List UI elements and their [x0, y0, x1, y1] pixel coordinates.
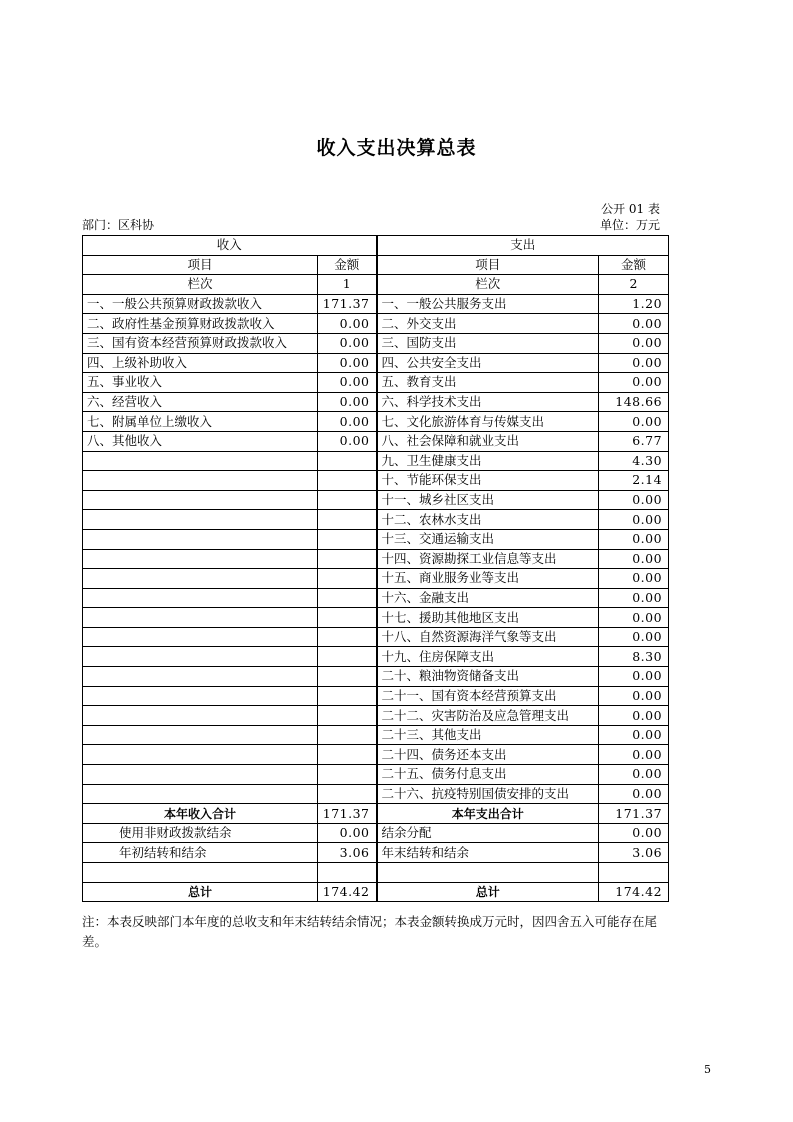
income-amount [318, 667, 377, 687]
table-row [83, 353, 669, 373]
table-row [83, 412, 669, 432]
income-item: 六、经营收入 [83, 392, 318, 412]
income-amount [318, 725, 377, 745]
table-row [83, 529, 669, 549]
expense-amount: 6.77 [599, 431, 669, 451]
expense-amount: 0.00 [599, 529, 669, 549]
expense-item: 十三、交通运输支出 [377, 529, 599, 549]
expense-item: 二十六、抗疫特别国债安排的支出 [377, 784, 599, 804]
expense-amount: 0.00 [599, 608, 669, 628]
expense-amount: 0.00 [599, 373, 669, 393]
expense-amount: 0.00 [599, 627, 669, 647]
expense-item: 十七、援助其他地区支出 [377, 608, 599, 628]
income-item [83, 490, 318, 510]
expense-item: 十一、城乡社区支出 [377, 490, 599, 510]
expense-item: 八、社会保障和就业支出 [377, 431, 599, 451]
expense-amount: 148.66 [599, 392, 669, 412]
expense-amount: 0.00 [599, 490, 669, 510]
income-amount [318, 510, 377, 530]
expense-column-no-label: 栏次 [377, 275, 599, 295]
expense-item-header: 项目 [377, 255, 599, 275]
expense-total-label: 总计 [377, 882, 599, 902]
income-amount: 0.00 [318, 412, 377, 432]
income-item: 使用非财政拨款结余 [83, 823, 318, 843]
income-item: 二、政府性基金预算财政拨款收入 [83, 314, 318, 334]
expense-amount: 0.00 [599, 706, 669, 726]
expense-item: 二十四、债务还本支出 [377, 745, 599, 765]
empty-cell [318, 863, 377, 883]
income-total-label: 总计 [83, 882, 318, 902]
expense-column-no: 2 [599, 275, 669, 295]
table-row [83, 765, 669, 785]
expense-amount: 2.14 [599, 471, 669, 491]
unit-label: 单位：万元 [599, 218, 660, 232]
income-amount: 3.06 [318, 843, 377, 863]
table-row [83, 451, 669, 471]
table-row [83, 745, 669, 765]
income-subtotal-label: 本年收入合计 [83, 804, 318, 824]
column-number-row [83, 275, 669, 295]
expense-amount: 0.00 [599, 686, 669, 706]
income-item [83, 588, 318, 608]
income-item [83, 784, 318, 804]
expense-item: 二十一、国有资本经营预算支出 [377, 686, 599, 706]
table-row [83, 431, 669, 451]
expense-subtotal-amount: 171.37 [599, 804, 669, 824]
income-item [83, 627, 318, 647]
income-column-no: 1 [318, 275, 377, 295]
table-row [83, 667, 669, 687]
income-item [83, 686, 318, 706]
income-item: 七、附属单位上缴收入 [83, 412, 318, 432]
expense-item: 二十二、灾害防治及应急管理支出 [377, 706, 599, 726]
table-row [83, 490, 669, 510]
section-header-row [83, 236, 669, 256]
expense-amount: 0.00 [599, 588, 669, 608]
expense-amount: 0.00 [599, 725, 669, 745]
expense-amount: 0.00 [599, 569, 669, 589]
expense-item: 七、文化旅游体育与传媒支出 [377, 412, 599, 432]
income-item [83, 471, 318, 491]
expense-item: 一、一般公共服务支出 [377, 294, 599, 314]
empty-cell [83, 863, 318, 883]
table-row [83, 725, 669, 745]
expense-item: 六、科学技术支出 [377, 392, 599, 412]
expense-amount-header: 金额 [599, 255, 669, 275]
table-row [83, 686, 669, 706]
income-amount [318, 686, 377, 706]
table-row [83, 510, 669, 530]
expense-item: 四、公共安全支出 [377, 353, 599, 373]
expense-item: 三、国防支出 [377, 333, 599, 353]
expense-amount: 0.00 [599, 667, 669, 687]
table-row [83, 392, 669, 412]
income-column-no-label: 栏次 [83, 275, 318, 295]
expense-amount: 4.30 [599, 451, 669, 471]
expense-item: 十八、自然资源海洋气象等支出 [377, 627, 599, 647]
table-row [83, 823, 669, 843]
budget-summary-table [82, 235, 669, 902]
income-item [83, 549, 318, 569]
income-item [83, 765, 318, 785]
income-item [83, 510, 318, 530]
income-amount: 0.00 [318, 373, 377, 393]
column-header-row [83, 255, 669, 275]
expense-amount: 0.00 [599, 314, 669, 334]
income-item [83, 608, 318, 628]
table-row [83, 294, 669, 314]
income-amount [318, 647, 377, 667]
income-amount: 0.00 [318, 353, 377, 373]
expense-amount: 0.00 [599, 784, 669, 804]
expense-item: 十五、商业服务业等支出 [377, 569, 599, 589]
income-amount [318, 549, 377, 569]
expense-amount: 0.00 [599, 765, 669, 785]
income-item [83, 451, 318, 471]
income-amount [318, 765, 377, 785]
income-amount [318, 529, 377, 549]
income-amount [318, 588, 377, 608]
expense-item: 十二、农林水支出 [377, 510, 599, 530]
department-label: 部门：区科协 [82, 218, 155, 232]
income-item [83, 667, 318, 687]
expense-item: 二十三、其他支出 [377, 725, 599, 745]
income-item: 三、国有资本经营预算财政拨款收入 [83, 333, 318, 353]
table-row [83, 333, 669, 353]
expense-amount: 0.00 [599, 412, 669, 432]
table-row [83, 314, 669, 334]
table-code: 公开 01 表 [601, 202, 660, 216]
table-row [83, 588, 669, 608]
table-row [83, 471, 669, 491]
expense-subtotal-label: 本年支出合计 [377, 804, 599, 824]
income-item [83, 725, 318, 745]
expense-item: 二十、粮油物资储备支出 [377, 667, 599, 687]
income-amount: 0.00 [318, 823, 377, 843]
income-amount [318, 627, 377, 647]
table-row [83, 706, 669, 726]
footnote: 注：本表反映部门本年度的总收支和年末结转结余情况；本表金额转换成万元时，因四舍五入可能存在尾差。 [82, 914, 658, 949]
table-row [83, 627, 669, 647]
income-amount [318, 745, 377, 765]
expense-item: 五、教育支出 [377, 373, 599, 393]
income-item [83, 647, 318, 667]
income-item: 五、事业收入 [83, 373, 318, 393]
income-amount: 0.00 [318, 314, 377, 334]
expense-amount: 0.00 [599, 823, 669, 843]
expense-item: 十六、金融支出 [377, 588, 599, 608]
empty-cell [377, 863, 599, 883]
income-amount: 0.00 [318, 392, 377, 412]
expense-amount: 8.30 [599, 647, 669, 667]
income-total-amount: 174.42 [318, 882, 377, 902]
page-number: 5 [704, 1063, 711, 1076]
expense-item: 九、卫生健康支出 [377, 451, 599, 471]
income-item: 一、一般公共预算财政拨款收入 [83, 294, 318, 314]
income-section-header: 收入 [83, 236, 377, 256]
income-amount [318, 451, 377, 471]
expense-amount: 0.00 [599, 353, 669, 373]
expense-amount: 3.06 [599, 843, 669, 863]
expense-item: 十九、住房保障支出 [377, 647, 599, 667]
expense-total-amount: 174.42 [599, 882, 669, 902]
income-amount [318, 490, 377, 510]
expense-section-header: 支出 [377, 236, 669, 256]
expense-amount: 0.00 [599, 510, 669, 530]
table-row [83, 608, 669, 628]
income-amount [318, 706, 377, 726]
income-amount-header: 金额 [318, 255, 377, 275]
expense-item: 二十五、债务付息支出 [377, 765, 599, 785]
table-row [83, 569, 669, 589]
income-subtotal-amount: 171.37 [318, 804, 377, 824]
income-item-header: 项目 [83, 255, 318, 275]
income-item [83, 529, 318, 549]
expense-amount: 0.00 [599, 549, 669, 569]
subtotal-row [83, 804, 669, 824]
income-amount [318, 471, 377, 491]
expense-amount: 0.00 [599, 745, 669, 765]
income-item [83, 706, 318, 726]
page-title: 收入支出决算总表 [316, 137, 477, 159]
empty-cell [599, 863, 669, 883]
income-amount [318, 784, 377, 804]
expense-item: 十、节能环保支出 [377, 471, 599, 491]
expense-amount: 1.20 [599, 294, 669, 314]
table-row [83, 843, 669, 863]
table-row [83, 549, 669, 569]
table-row [83, 784, 669, 804]
income-amount: 171.37 [318, 294, 377, 314]
table-row [83, 647, 669, 667]
expense-amount: 0.00 [599, 333, 669, 353]
expense-item: 十四、资源勘探工业信息等支出 [377, 549, 599, 569]
income-amount: 0.00 [318, 333, 377, 353]
income-item [83, 569, 318, 589]
expense-item: 年末结转和结余 [377, 843, 599, 863]
income-amount: 0.00 [318, 431, 377, 451]
empty-row [83, 863, 669, 883]
expense-item: 结余分配 [377, 823, 599, 843]
table-row [83, 373, 669, 393]
income-item [83, 745, 318, 765]
expense-item: 二、外交支出 [377, 314, 599, 334]
income-item: 四、上级补助收入 [83, 353, 318, 373]
income-item: 年初结转和结余 [83, 843, 318, 863]
income-amount [318, 608, 377, 628]
income-item: 八、其他收入 [83, 431, 318, 451]
income-amount [318, 569, 377, 589]
total-row [83, 882, 669, 902]
